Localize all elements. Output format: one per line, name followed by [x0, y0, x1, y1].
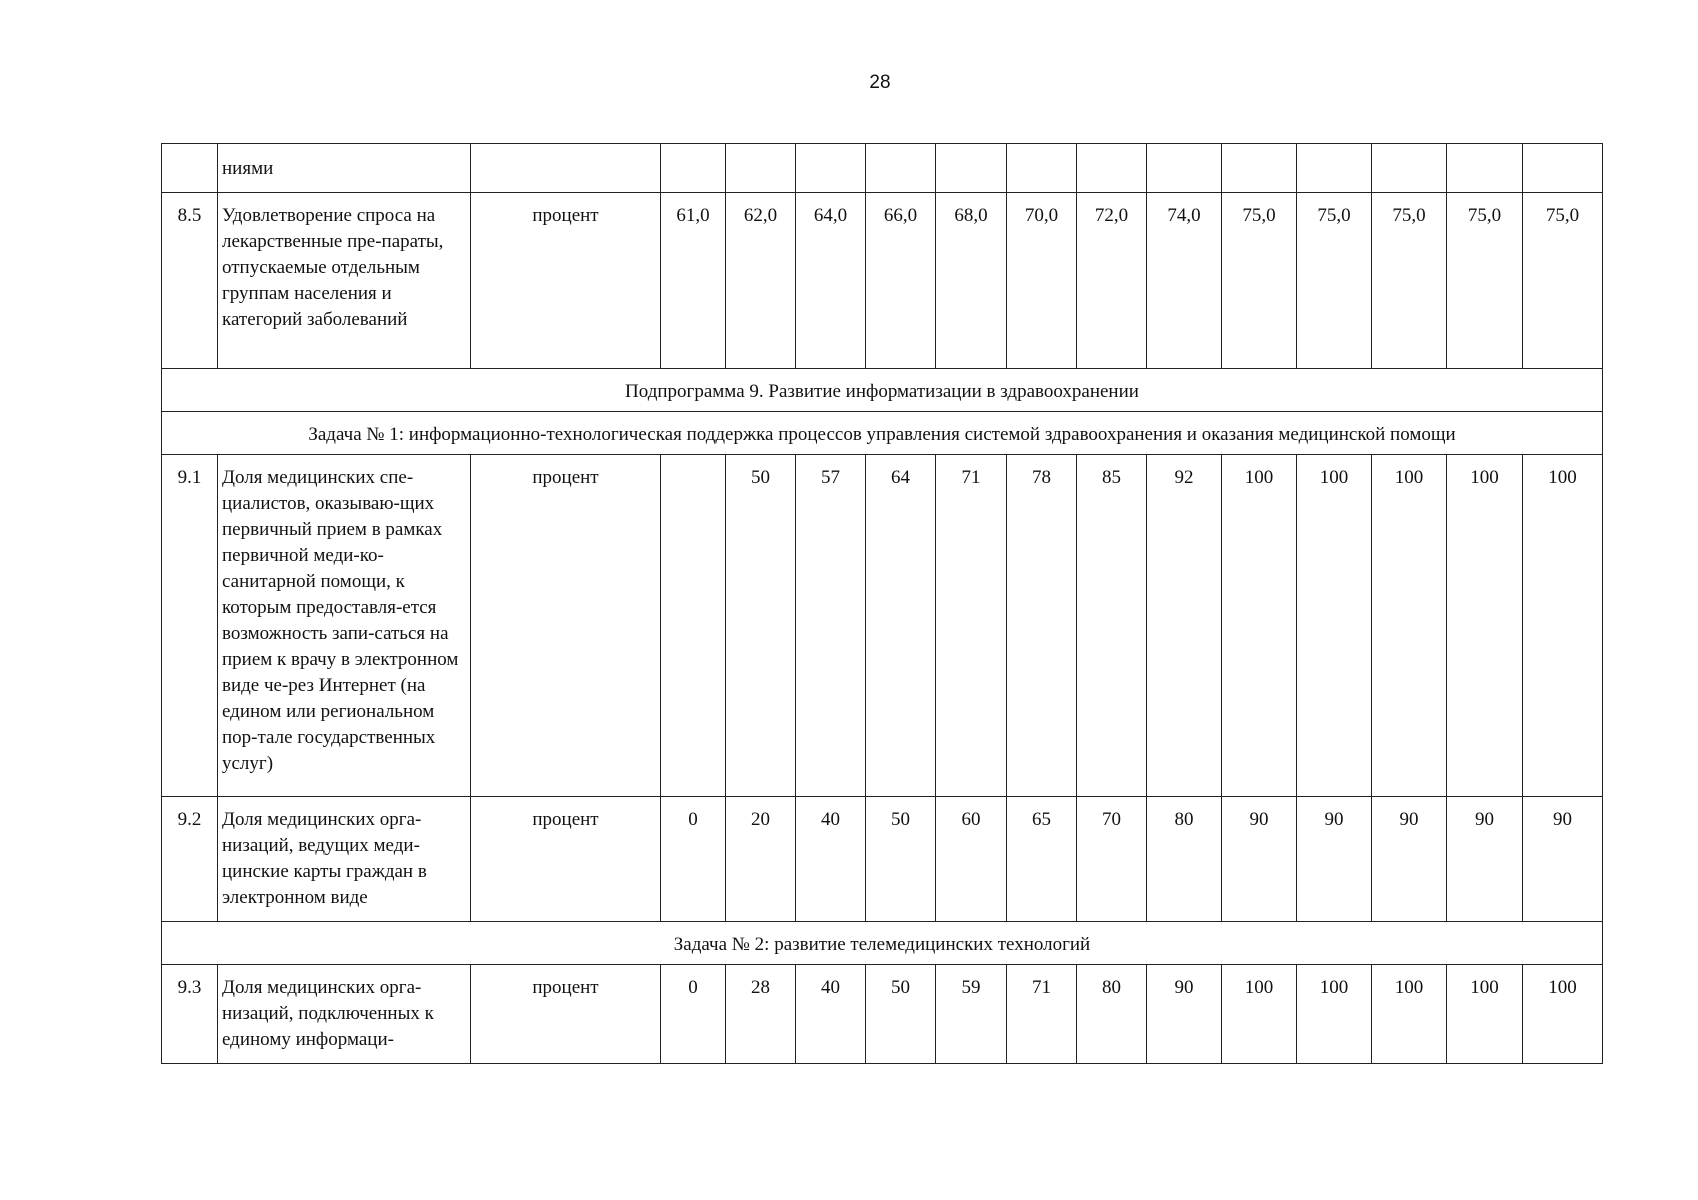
- value-cell: 0: [661, 797, 726, 922]
- value-cell: 75,0: [1372, 193, 1447, 369]
- value-cell: [1222, 144, 1297, 193]
- value-cell: 66,0: [866, 193, 936, 369]
- value-cell: 57: [796, 455, 866, 797]
- indicator-name: Доля медицинских орга-низаций, ведущих меди-цинские карты граждан в электронном виде: [218, 797, 471, 922]
- value-cell: 100: [1222, 965, 1297, 1064]
- value-cell: [1077, 144, 1147, 193]
- table-row-9-3: [162, 965, 1603, 1064]
- value-cell: 90: [1447, 797, 1523, 922]
- indicator-name: Удовлетворение спроса на лекарственные пре-параты, отпускаемые отдельным группам населения и категорий заболеваний: [218, 193, 471, 369]
- value-cell: [661, 455, 726, 797]
- unit-cell: процент: [471, 965, 661, 1064]
- row-number: 8.5: [162, 193, 218, 369]
- value-cell: [1147, 144, 1222, 193]
- row-number: 9.3: [162, 965, 218, 1064]
- value-cell: 90: [1147, 965, 1222, 1064]
- value-cell: [936, 144, 1007, 193]
- value-cell: 28: [726, 965, 796, 1064]
- value-cell: 50: [866, 965, 936, 1064]
- value-cell: 100: [1523, 455, 1603, 797]
- value-cell: [796, 144, 866, 193]
- value-cell: 90: [1297, 797, 1372, 922]
- table-row-9-1: [162, 455, 1603, 797]
- value-cell: 0: [661, 965, 726, 1064]
- value-cell: 75,0: [1447, 193, 1523, 369]
- value-cell: [661, 144, 726, 193]
- value-cell: [1447, 144, 1523, 193]
- value-cell: 92: [1147, 455, 1222, 797]
- value-cell: 68,0: [936, 193, 1007, 369]
- value-cell: 74,0: [1147, 193, 1222, 369]
- value-cell: 60: [936, 797, 1007, 922]
- value-cell: 100: [1297, 455, 1372, 797]
- value-cell: 20: [726, 797, 796, 922]
- value-cell: 85: [1077, 455, 1147, 797]
- indicator-name: ниями: [218, 144, 471, 193]
- value-cell: 71: [936, 455, 1007, 797]
- row-number: [162, 144, 218, 193]
- value-cell: 75,0: [1297, 193, 1372, 369]
- page-number: 28: [869, 72, 891, 93]
- row-number: 9.2: [162, 797, 218, 922]
- table-row-9-2: [162, 797, 1603, 922]
- value-cell: 90: [1523, 797, 1603, 922]
- value-cell: 80: [1077, 965, 1147, 1064]
- row-number: 9.1: [162, 455, 218, 797]
- value-cell: 78: [1007, 455, 1077, 797]
- indicators-table: [161, 143, 1603, 1064]
- table-row-8-5: [162, 193, 1603, 369]
- subprogram-heading: Подпрограмма 9. Развитие информатизации в здравоохранении: [162, 369, 1603, 412]
- value-cell: [1372, 144, 1447, 193]
- value-cell: 75,0: [1523, 193, 1603, 369]
- value-cell: 64,0: [796, 193, 866, 369]
- section-row-task-1: [162, 412, 1603, 455]
- value-cell: 64: [866, 455, 936, 797]
- value-cell: 59: [936, 965, 1007, 1064]
- value-cell: 71: [1007, 965, 1077, 1064]
- value-cell: 100: [1447, 965, 1523, 1064]
- value-cell: 50: [866, 797, 936, 922]
- indicator-name: Доля медицинских орга-низаций, подключенных к единому информаци-: [218, 965, 471, 1064]
- value-cell: 75,0: [1222, 193, 1297, 369]
- value-cell: [866, 144, 936, 193]
- value-cell: 100: [1222, 455, 1297, 797]
- unit-cell: процент: [471, 455, 661, 797]
- value-cell: 100: [1297, 965, 1372, 1064]
- value-cell: 50: [726, 455, 796, 797]
- value-cell: [1297, 144, 1372, 193]
- value-cell: 100: [1372, 455, 1447, 797]
- value-cell: [1523, 144, 1603, 193]
- value-cell: 90: [1222, 797, 1297, 922]
- section-row-task-2: [162, 922, 1603, 965]
- value-cell: 40: [796, 965, 866, 1064]
- unit-cell: [471, 144, 661, 193]
- value-cell: 72,0: [1077, 193, 1147, 369]
- value-cell: 61,0: [661, 193, 726, 369]
- unit-cell: процент: [471, 797, 661, 922]
- value-cell: 100: [1523, 965, 1603, 1064]
- value-cell: [726, 144, 796, 193]
- value-cell: 70,0: [1007, 193, 1077, 369]
- section-row-subprogram: [162, 369, 1603, 412]
- value-cell: [1007, 144, 1077, 193]
- continuation-row: [162, 144, 1603, 193]
- value-cell: 40: [796, 797, 866, 922]
- unit-cell: процент: [471, 193, 661, 369]
- indicator-name: Доля медицинских спе-циалистов, оказываю-щих первичный прием в рамках первичной меди-ко-санитарной помощи, к которым предоставля-ется возможность запи-саться на прием к врачу в электронном виде че-рез Интернет (на едином или региональном пор-тале государственных услуг): [218, 455, 471, 797]
- value-cell: 65: [1007, 797, 1077, 922]
- value-cell: 80: [1147, 797, 1222, 922]
- value-cell: 70: [1077, 797, 1147, 922]
- task-heading: Задача № 1: информационно-технологическая поддержка процессов управления системой здравоохранения и оказания медицинской помощи: [162, 412, 1603, 455]
- value-cell: 100: [1372, 965, 1447, 1064]
- task-heading: Задача № 2: развитие телемедицинских технологий: [162, 922, 1603, 965]
- value-cell: 90: [1372, 797, 1447, 922]
- value-cell: 100: [1447, 455, 1523, 797]
- value-cell: 62,0: [726, 193, 796, 369]
